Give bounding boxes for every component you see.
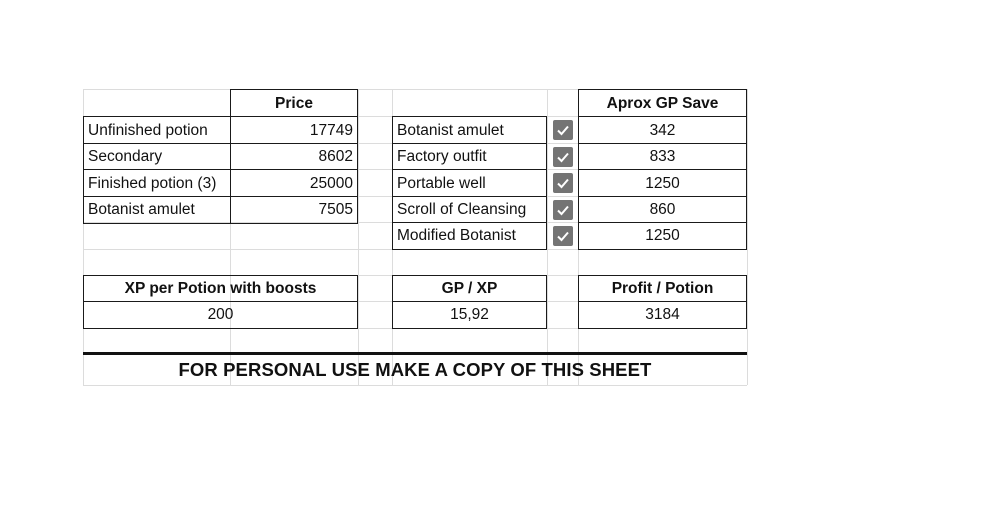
row-divider <box>83 196 358 197</box>
row-divider <box>578 169 747 170</box>
savings-row-label[interactable]: Portable well <box>397 174 486 192</box>
savings-row-label[interactable]: Botanist amulet <box>397 121 504 139</box>
row-divider <box>578 222 747 223</box>
savings-row-label[interactable]: Modified Botanist <box>397 227 516 245</box>
checkbox-scroll-of-cleansing[interactable] <box>553 200 573 220</box>
profit-per-potion-value[interactable]: 3184 <box>645 306 680 324</box>
gridline-vertical <box>747 89 748 385</box>
row-divider <box>392 222 547 223</box>
gp-per-xp-value[interactable]: 15,92 <box>450 306 489 324</box>
row-divider <box>83 301 358 302</box>
price-row-value[interactable]: 7505 <box>318 201 353 219</box>
price-row-value[interactable]: 17749 <box>309 121 353 139</box>
gridline-vertical <box>358 89 359 385</box>
footer-notice[interactable]: FOR PERSONAL USE MAKE A COPY OF THIS SHEET <box>178 359 652 380</box>
row-divider <box>392 143 547 144</box>
xp-per-potion-header[interactable]: XP per Potion with boosts <box>124 280 317 298</box>
profit-per-potion-header[interactable]: Profit / Potion <box>611 280 714 298</box>
savings-row-value[interactable]: 1250 <box>645 174 680 192</box>
price-row-label[interactable]: Secondary <box>88 148 163 166</box>
row-divider <box>392 169 547 170</box>
gridline-horizontal <box>83 385 747 386</box>
savings-row-value[interactable]: 833 <box>649 148 676 166</box>
row-divider <box>392 196 547 197</box>
price-column-divider <box>230 116 231 224</box>
savings-row-label[interactable]: Scroll of Cleansing <box>397 201 527 219</box>
savings-row-label[interactable]: Factory outfit <box>397 148 487 166</box>
price-row-value[interactable]: 8602 <box>318 148 353 166</box>
xp-per-potion-value[interactable]: 200 <box>207 306 234 324</box>
price-row-label[interactable]: Unfinished potion <box>88 121 208 139</box>
row-divider <box>578 196 747 197</box>
footer-divider <box>83 352 747 355</box>
gridline-horizontal <box>83 328 747 329</box>
checkbox-checked-icon <box>555 202 571 218</box>
savings-row-value[interactable]: 1250 <box>645 227 680 245</box>
gp-per-xp-header[interactable]: GP / XP <box>441 280 498 298</box>
checkbox-checked-icon <box>555 149 571 165</box>
savings-row-value[interactable]: 342 <box>649 121 676 139</box>
price-header[interactable]: Price <box>275 94 313 112</box>
checkbox-botanist-amulet[interactable] <box>553 120 573 140</box>
checkbox-checked-icon <box>555 175 571 191</box>
price-row-label[interactable]: Botanist amulet <box>88 201 195 219</box>
checkbox-modified-botanist[interactable] <box>553 226 573 246</box>
gridline-vertical <box>547 89 548 385</box>
row-divider <box>83 143 358 144</box>
checkbox-checked-icon <box>555 228 571 244</box>
row-divider <box>578 301 747 302</box>
row-divider <box>83 169 358 170</box>
row-divider <box>392 301 547 302</box>
price-row-label[interactable]: Finished potion (3) <box>88 174 217 192</box>
savings-row-value[interactable]: 860 <box>649 201 676 219</box>
checkbox-factory-outfit[interactable] <box>553 147 573 167</box>
row-divider <box>578 143 747 144</box>
gridline-horizontal <box>83 249 747 250</box>
price-row-value[interactable]: 25000 <box>309 174 353 192</box>
savings-header[interactable]: Aprox GP Save <box>606 94 719 112</box>
checkbox-portable-well[interactable] <box>553 173 573 193</box>
checkbox-checked-icon <box>555 122 571 138</box>
